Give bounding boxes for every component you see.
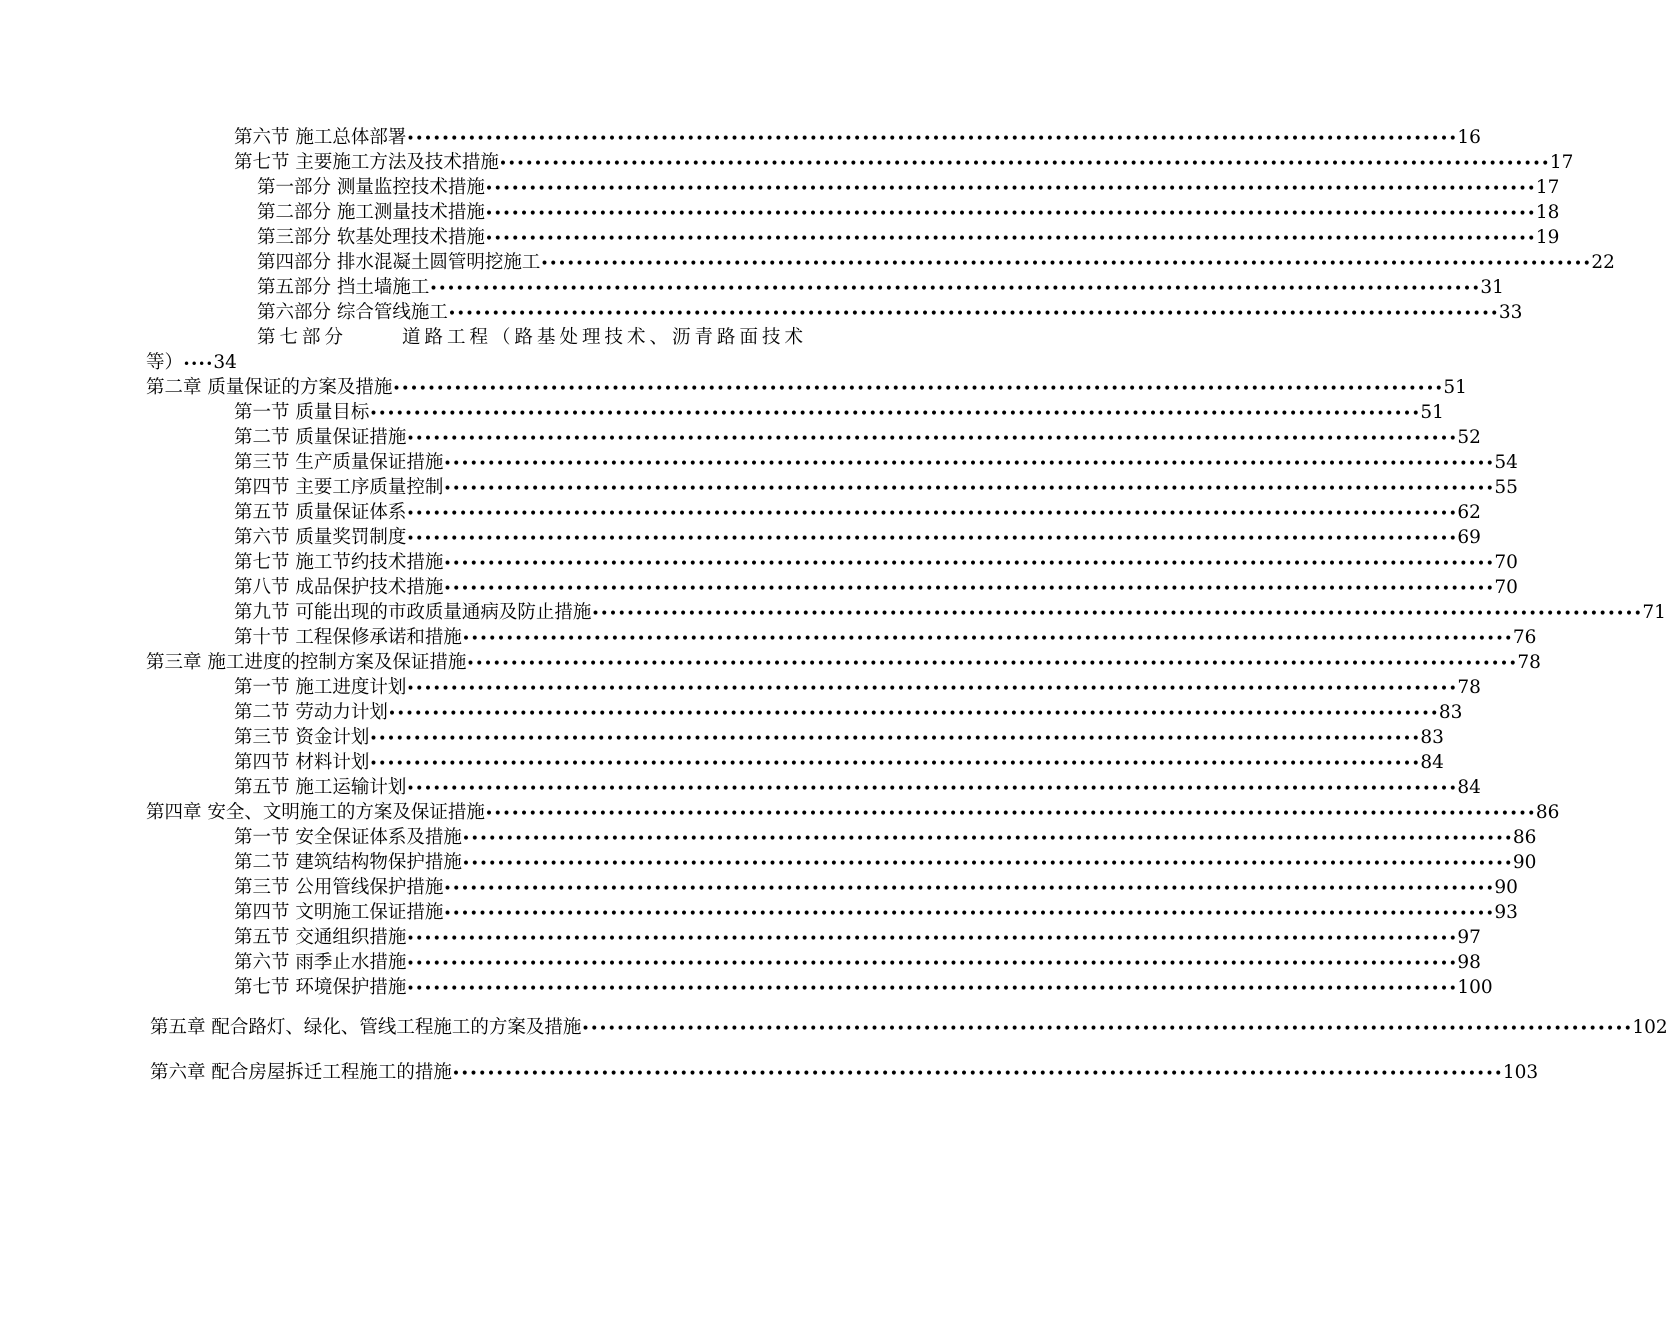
toc-entry-label: 第九节 可能出现的市政质量通病及防止措施: [234, 602, 592, 623]
dot-leader: ••••••••••••••••••••••••••••••••••••••••••••••••••••••••••••••••••••••••••••••••••••••••••••••••••••••••••••••••••••••••: [443, 881, 1495, 897]
toc-section-entry[interactable]: [234, 575, 1518, 600]
toc-entry-page: 22: [1591, 252, 1615, 273]
toc-entry-label: 第四部分 排水混凝土圆管明挖施工: [257, 252, 541, 273]
dot-leader: ••••••••••••••••••••••••••••••••••••••••••••••••••••••••••••••••••••••••••••••••••••••••••••••••••••••••••••••••••••••••: [443, 456, 1495, 472]
toc-section-entry[interactable]: [234, 925, 1481, 950]
toc-entry-label: 第二节 劳动力计划: [234, 702, 388, 723]
toc-section-entry[interactable]: [234, 450, 1518, 475]
toc-entry-label: 第一节 质量目标: [234, 402, 370, 423]
dot-leader: ••••••••••••••••••••••••••••••••••••••••••••••••••••••••••••••••••••••••••••••••••••••••••••••••••••••••••••••••••••••••: [406, 531, 1458, 547]
toc-entry-page: 90: [1512, 852, 1537, 873]
toc-entry-label: 第三节 公用管线保护措施: [234, 877, 444, 898]
toc-entry-page: 69: [1457, 527, 1481, 548]
toc-entry-page: 86: [1535, 802, 1560, 823]
toc-entry-wrap[interactable]: [146, 350, 237, 375]
toc-entry-label: 第六节 雨季止水措施: [234, 952, 407, 973]
dot-leader: ••••••••••••••••••••••••••••••••••••••••••••••••••••••••••••••••••••••••••••••••••••••••••••••••••••••••••••••••••••••••: [406, 131, 1458, 147]
toc-entry-page: 70: [1494, 552, 1518, 573]
toc-entry[interactable]: [257, 325, 807, 350]
toc-part-entry[interactable]: [257, 225, 1560, 250]
toc-section-entry[interactable]: [234, 875, 1518, 900]
toc-entry-page: 84: [1420, 752, 1444, 773]
toc-section-entry[interactable]: [234, 550, 1518, 575]
toc-part-entry[interactable]: [257, 250, 1615, 275]
toc-entry-page: 17: [1549, 152, 1574, 173]
dot-leader: ••••••••••••••••••••••••••••••••••••••••••••••••••••••••••••••••••••••••••••••••••••••••••••••••••••••••••••••••••••••••: [369, 731, 1421, 747]
toc-entry-label: 第一节 安全保证体系及措施: [234, 827, 462, 848]
toc-entry-label: 第六节 质量奖罚制度: [234, 527, 407, 548]
toc-entry-label: 第三节 生产质量保证措施: [234, 452, 444, 473]
dot-leader: ••••••••••••••••••••••••••••••••••••••••••••••••••••••••••••••••••••••••••••••••••••••••••••••••••••••••••••••••••••••••: [451, 1066, 1503, 1082]
toc-entry-label: 第二部分 施工测量技术措施: [257, 202, 485, 223]
dot-leader: ••••••••••••••••••••••••••••••••••••••••••••••••••••••••••••••••••••••••••••••••••••••••••••••••••••••••••••••••••••••••: [443, 581, 1495, 597]
toc-section-entry[interactable]: [234, 125, 1481, 150]
toc-entry-label: 第三部分 软基处理技术措施: [257, 227, 485, 248]
dot-leader: ••••••••••••••••••••••••••••••••••••••••••••••••••••••••••••••••••••••••••••••••••••••••••••••••••••••••••••••••••••••••: [461, 631, 1513, 647]
toc-entry-label: 第二节 建筑结构物保护措施: [234, 852, 462, 873]
toc-entry-page: 97: [1457, 927, 1481, 948]
toc-section-entry[interactable]: [234, 900, 1518, 925]
toc-section-entry[interactable]: [234, 850, 1537, 875]
toc-section-entry[interactable]: [234, 500, 1481, 525]
toc-entry-label: 第五节 交通组织措施: [234, 927, 407, 948]
toc-entry-label: 第二章 质量保证的方案及措施: [146, 377, 393, 398]
toc-entry-label-tail: 等）: [146, 352, 184, 373]
toc-entry-page: 34: [213, 352, 237, 373]
toc-entry-page: 86: [1512, 827, 1537, 848]
toc-entry-label: 第八节 成品保护技术措施: [234, 577, 444, 598]
toc-part-entry[interactable]: [257, 275, 1504, 300]
toc-section-entry[interactable]: [234, 725, 1444, 750]
toc-entry-page: 78: [1457, 677, 1481, 698]
toc-section-entry[interactable]: [234, 150, 1574, 175]
dot-leader: ••••••••••••••••••••••••••••••••••••••••••••••••••••••••••••••••••••••••••••••••••••••••••••••••••••••••••••••••••••••••: [387, 706, 1439, 722]
dot-leader: ••••••••••••••••••••••••••••••••••••••••••••••••••••••••••••••••••••••••••••••••••••••••••••••••••••••••••••••••••••••••: [591, 606, 1643, 622]
dot-leader: ••••••••••••••••••••••••••••••••••••••••••••••••••••••••••••••••••••••••••••••••••••••••••••••••••••••••••••••••••••••••: [406, 981, 1458, 997]
toc-entry-label: 第七节 施工节约技术措施: [234, 552, 444, 573]
dot-leader: ••••••••••••••••••••••••••••••••••••••••••••••••••••••••••••••••••••••••••••••••••••••••••••••••••••••••••••••••••••••••: [406, 781, 1458, 797]
toc-entry-page: 93: [1494, 902, 1518, 923]
toc-section-entry[interactable]: [234, 400, 1444, 425]
toc-entry-page: 54: [1494, 452, 1518, 473]
toc-section-entry[interactable]: [234, 775, 1481, 800]
toc-entry-label: 第三章 施工进度的控制方案及保证措施: [146, 652, 467, 673]
toc-chapter-entry[interactable]: [146, 650, 1541, 675]
toc-entry-label: 第五节 质量保证体系: [234, 502, 407, 523]
dot-leader: ••••••••••••••••••••••••••••••••••••••••••••••••••••••••••••••••••••••••••••••••••••••••••••••••••••••••••••••••••••••••: [484, 806, 1536, 822]
toc-section-entry[interactable]: [234, 825, 1537, 850]
toc-section-entry[interactable]: [234, 475, 1518, 500]
toc-entry-page: 33: [1498, 302, 1523, 323]
toc-entry-label: 第五章 配合路灯、绿化、管线工程施工的方案及措施: [150, 1017, 582, 1038]
toc-entry-label: 第一节 施工进度计划: [234, 677, 407, 698]
toc-entry-page: 17: [1535, 177, 1560, 198]
toc-part-entry[interactable]: [257, 200, 1560, 225]
toc-entry-page: 102: [1632, 1017, 1668, 1038]
dot-leader: ••••••••••••••••••••••••••••••••••••••••••••••••••••••••••••••••••••••••••••••••••••••••••••••••••••••••••••••••••••••••: [443, 906, 1495, 922]
dot-leader: ••••••••••••••••••••••••••••••••••••••••••••••••••••••••••••••••••••••••••••••••••••••••••••••••••••••••••••••••••••••••: [406, 506, 1458, 522]
toc-chapter-entry[interactable]: [150, 1015, 1668, 1040]
toc-entry-page: 16: [1457, 127, 1481, 148]
toc-entry-label: 第六章 配合房屋拆迁工程施工的措施: [150, 1062, 452, 1083]
toc-section-entry[interactable]: [234, 625, 1537, 650]
dot-leader: ••••••••••••••••••••••••••••••••••••••••••••••••••••••••••••••••••••••••••••••••••••••••••••••••••••••••••••••••••••••••: [392, 381, 1444, 397]
toc-part-entry[interactable]: [257, 300, 1523, 325]
toc-entry-page: 18: [1535, 202, 1560, 223]
toc-entry-label: 第四章 安全、文明施工的方案及保证措施: [146, 802, 485, 823]
toc-entry-page: 19: [1535, 227, 1560, 248]
toc-section-entry[interactable]: [234, 675, 1481, 700]
toc-entry-page: 52: [1457, 427, 1481, 448]
toc-entry-label: 第六部分 综合管线施工: [257, 302, 448, 323]
dot-leader: ••••••••••••••••••••••••••••••••••••••••••••••••••••••••••••••••••••••••••••••••••••••••••••••••••••••••••••••••••••••••: [581, 1021, 1633, 1037]
toc-section-entry[interactable]: [234, 975, 1493, 1000]
toc-entry-page: 71: [1642, 602, 1666, 623]
dot-leader: ••••••••••••••••••••••••••••••••••••••••••••••••••••••••••••••••••••••••••••••••••••••••••••••••••••••••••••••••••••••••: [484, 231, 1536, 247]
toc-entry-page: 70: [1494, 577, 1518, 598]
dot-leader: ••••••••••••••••••••••••••••••••••••••••••••••••••••••••••••••••••••••••••••••••••••••••••••••••••••••••••••••••••••••••: [498, 156, 1550, 172]
toc-entry-page: 84: [1457, 777, 1481, 798]
dot-leader: ••••••••••••••••••••••••••••••••••••••••••••••••••••••••••••••••••••••••••••••••••••••••••••••••••••••••••••••••••••••••: [406, 681, 1458, 697]
toc-entry-label: 第一部分 测量监控技术措施: [257, 177, 485, 198]
toc-chapter-entry[interactable]: [146, 375, 1467, 400]
toc-section-entry[interactable]: [234, 750, 1444, 775]
toc-entry-page: 55: [1494, 477, 1518, 498]
dot-leader: ••••••••••••••••••••••••••••••••••••••••••••••••••••••••••••••••••••••••••••••••••••••••••••••••••••••••••••••••••••••••: [447, 306, 1499, 322]
toc-entry-page: 51: [1443, 377, 1467, 398]
toc-entry-label: 第六节 施工总体部署: [234, 127, 407, 148]
toc-entry-page: 83: [1438, 702, 1463, 723]
dot-leader: ••••••••••••••••••••••••••••••••••••••••••••••••••••••••••••••••••••••••••••••••••••••••••••••••••••••••••••••••••••••••: [406, 956, 1458, 972]
toc-entry-page: 103: [1502, 1062, 1539, 1083]
toc-entry-page: 100: [1457, 977, 1493, 998]
toc-entry-page: 83: [1420, 727, 1444, 748]
dot-leader: ••••••••••••••••••••••••••••••••••••••••••••••••••••••••••••••••••••••••••••••••••••••••••••••••••••••••••••••••••••••••: [369, 756, 1421, 772]
dot-leader: ••••••••••••••••••••••••••••••••••••••••••••••••••••••••••••••••••••••••••••••••••••••••••••••••••••••••••••••••••••••••: [484, 206, 1536, 222]
toc-entry-label: 第四节 材料计划: [234, 752, 370, 773]
toc-entry-page: 62: [1457, 502, 1481, 523]
toc-section-entry[interactable]: [234, 950, 1481, 975]
toc-entry-label: 第七节 主要施工方法及技术措施: [234, 152, 499, 173]
toc-entry-page: 31: [1480, 277, 1504, 298]
dot-leader: ••••••••••••••••••••••••••••••••••••••••••••••••••••••••••••••••••••••••••••••••••••••••••••••••••••••••••••••••••••••••: [443, 481, 1495, 497]
toc-chapter-entry[interactable]: [150, 1060, 1539, 1085]
dot-leader: ••••••••••••••••••••••••••••••••••••••••••••••••••••••••••••••••••••••••••••••••••••••••••••••••••••••••••••••••••••••••: [369, 406, 1421, 422]
toc-section-entry[interactable]: [234, 525, 1481, 550]
dot-leader: ••••••••••••••••••••••••••••••••••••••••••••••••••••••••••••••••••••••••••••••••••••••••••••••••••••••••••••••••••••••••: [466, 656, 1518, 672]
dot-leader: ••••••••••••••••••••••••••••••••••••••••••••••••••••••••••••••••••••••••••••••••••••••••••••••••••••••••••••••••••••••••: [461, 856, 1513, 872]
toc-section-entry[interactable]: [234, 425, 1481, 450]
toc-entry-label-continued: 道路工程（路基处理技术、沥青路面技术: [401, 327, 807, 348]
toc-entry-label: 第七节 环境保护措施: [234, 977, 407, 998]
toc-entry-page: 98: [1457, 952, 1481, 973]
dot-leader: ••••••••••••••••••••••••••••••••••••••••••••••••••••••••••••••••••••••••••••••••••••••••••••••••••••••••••••••••••••••••: [406, 431, 1458, 447]
dot-leader: ••••••••••••••••••••••••••••••••••••••••••••••••••••••••••••••••••••••••••••••••••••••••••••••••••••••••••••••••••••••••: [429, 281, 1481, 297]
dot-leader: ••••••••••••••••••••••••••••••••••••••••••••••••••••••••••••••••••••••••••••••••••••••••••••••••••••••••••••••••••••••••: [443, 556, 1495, 572]
dot-leader: ••••••••••••••••••••••••••••••••••••••••••••••••••••••••••••••••••••••••••••••••••••••••••••••••••••••••••••••••••••••••: [461, 831, 1513, 847]
dot-leader: ••••: [183, 357, 214, 371]
toc-entry-label: 第二节 质量保证措施: [234, 427, 407, 448]
toc-entry-label: 第四节 文明施工保证措施: [234, 902, 444, 923]
toc-entry-page: 51: [1420, 402, 1444, 423]
toc-section-entry[interactable]: [234, 700, 1463, 725]
toc-entry-label: 第十节 工程保修承诺和措施: [234, 627, 462, 648]
toc-entry-label: 第五节 施工运输计划: [234, 777, 407, 798]
toc-chapter-entry[interactable]: [146, 800, 1560, 825]
toc-entry-label: 第七部分: [257, 327, 348, 348]
toc-part-entry[interactable]: [257, 175, 1560, 200]
toc-entry-label: 第三节 资金计划: [234, 727, 370, 748]
toc-entry-page: 90: [1494, 877, 1518, 898]
dot-leader: ••••••••••••••••••••••••••••••••••••••••••••••••••••••••••••••••••••••••••••••••••••••••••••••••••••••••••••••••••••••••: [540, 256, 1592, 272]
dot-leader: ••••••••••••••••••••••••••••••••••••••••••••••••••••••••••••••••••••••••••••••••••••••••••••••••••••••••••••••••••••••••: [484, 181, 1536, 197]
dot-leader: ••••••••••••••••••••••••••••••••••••••••••••••••••••••••••••••••••••••••••••••••••••••••••••••••••••••••••••••••••••••••: [406, 931, 1458, 947]
toc-section-entry[interactable]: [234, 600, 1666, 625]
toc-entry-page: 78: [1517, 652, 1541, 673]
toc-entry-page: 76: [1512, 627, 1537, 648]
toc-entry-label: 第五部分 挡土墙施工: [257, 277, 430, 298]
toc-entry-label: 第四节 主要工序质量控制: [234, 477, 444, 498]
